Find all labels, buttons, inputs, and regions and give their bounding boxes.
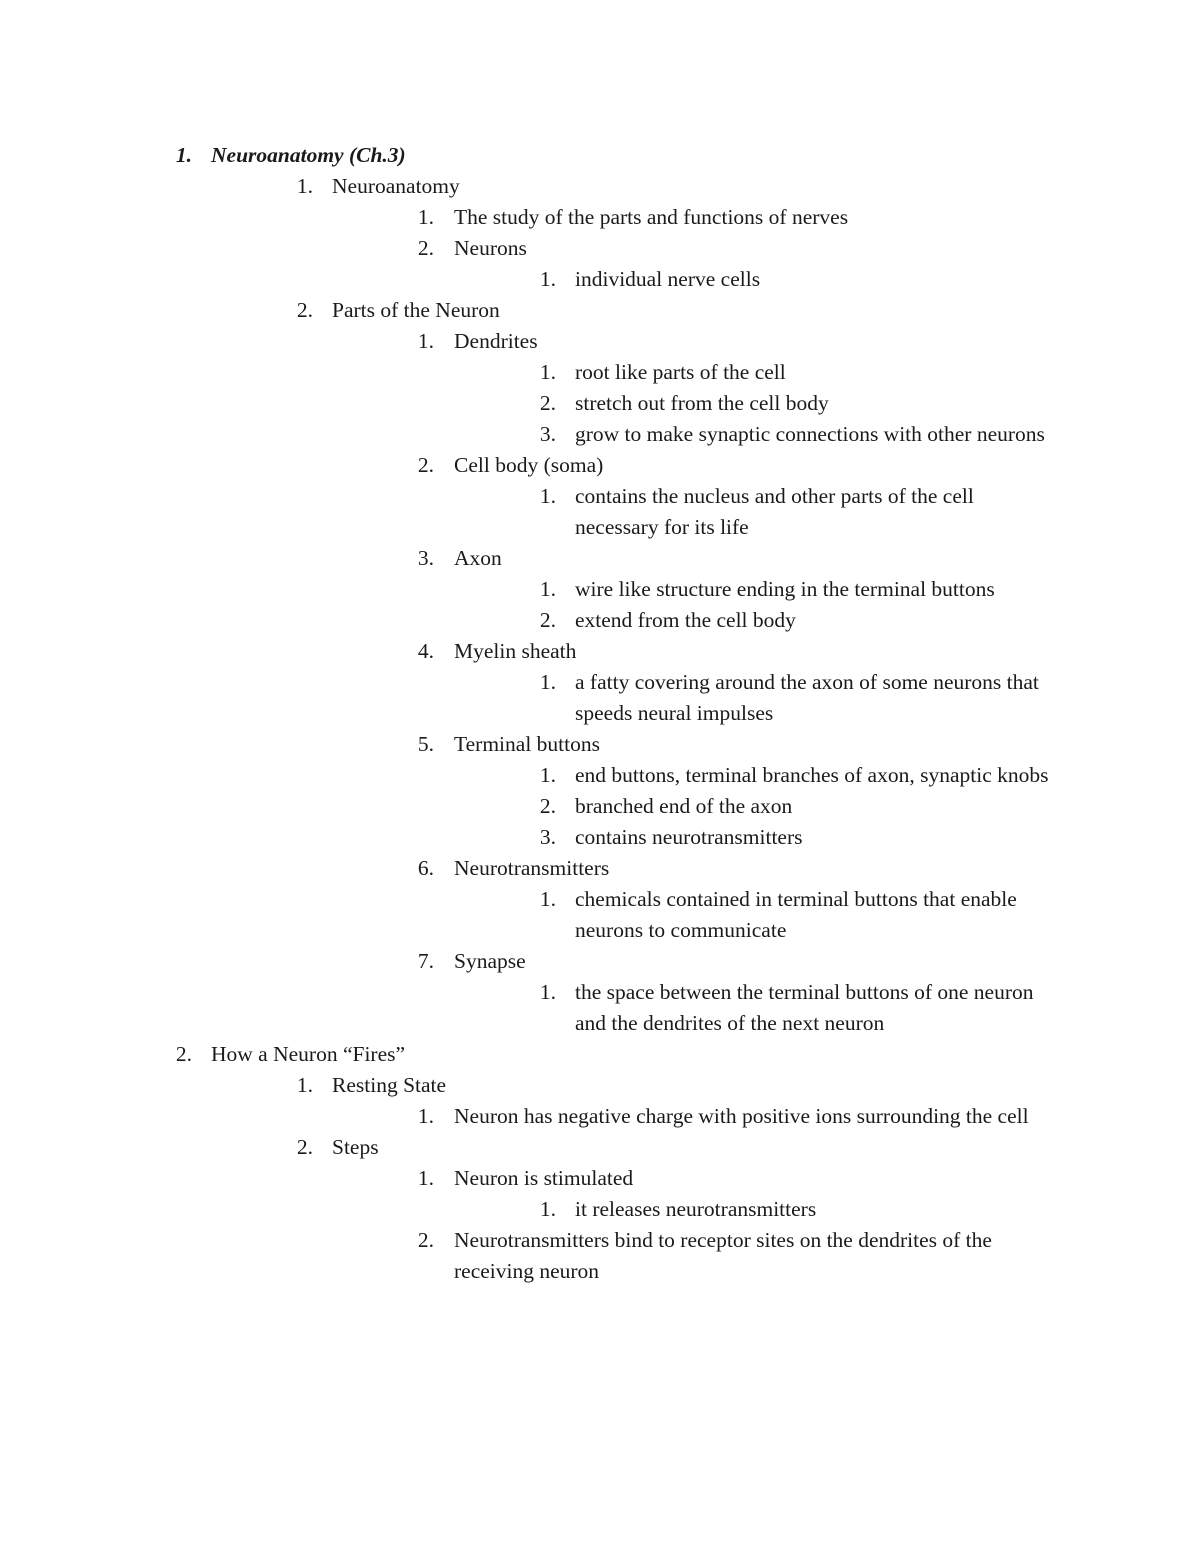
outline-item-number: 2. <box>539 608 556 632</box>
outline-item-text: Axon <box>454 546 502 570</box>
outline-item-number: 1. <box>296 1073 313 1097</box>
outline-item-text: end buttons, terminal branches of axon, synaptic knobs <box>575 763 1049 787</box>
outline-item-number: 1. <box>417 205 434 229</box>
outline-item-number: 1. <box>539 360 556 384</box>
outline-item-level-4 <box>0 264 1200 295</box>
outline-item-number: 2. <box>417 453 434 477</box>
outline-item-number: 2. <box>417 236 434 260</box>
outline-item-text: extend from the cell body <box>575 608 796 632</box>
outline-item-text: the space between the terminal buttons of one neuron and the dendrites of the next neuron <box>575 980 1034 1035</box>
outline-item-level-3 <box>0 450 1200 481</box>
outline-item-number: 1. <box>417 1166 434 1190</box>
outline-item-text: stretch out from the cell body <box>575 391 829 415</box>
outline-item-number: 1. <box>417 1104 434 1128</box>
outline-item-level-3 <box>0 1101 1200 1132</box>
outline-item-text: Neurotransmitters <box>454 856 610 880</box>
outline-item-text: The study of the parts and functions of nerves <box>454 205 849 229</box>
outline-item-level-3 <box>0 946 1200 977</box>
outline-item-level-3 <box>0 202 1200 233</box>
outline-heading <box>0 140 1200 171</box>
outline-item-text: Neuron is stimulated <box>454 1166 634 1190</box>
outline-item-text: individual nerve cells <box>575 267 761 291</box>
outline-item-text: Dendrites <box>454 329 538 353</box>
outline-item-number: 3. <box>539 422 556 446</box>
outline-item-level-4 <box>0 388 1200 419</box>
outline-item-number: 3. <box>539 825 556 849</box>
outline-item-number: 7. <box>417 949 434 973</box>
outline-item-number: 1. <box>539 763 556 787</box>
outline-item-level-2 <box>0 1132 1200 1163</box>
outline-item-text: Neuroanatomy (Ch.3) <box>211 143 406 167</box>
outline-item-text: Neuron has negative charge with positive ions surrounding the cell <box>454 1104 1029 1128</box>
outline-item-number: 5. <box>417 732 434 756</box>
outline-item-level-4 <box>0 481 1200 543</box>
outline-item-level-3 <box>0 729 1200 760</box>
outline-item-level-4 <box>0 884 1200 946</box>
outline-item-level-4 <box>0 791 1200 822</box>
outline-item-text: root like parts of the cell <box>575 360 786 384</box>
outline-item-level-4 <box>0 977 1200 1039</box>
outline-item-text: How a Neuron “Fires” <box>211 1042 406 1066</box>
outline-item-level-3 <box>0 1163 1200 1194</box>
outline-item-text: Neuroanatomy <box>332 174 460 198</box>
outline-item-number: 1. <box>539 267 556 291</box>
outline-item-number: 2. <box>175 1042 192 1066</box>
outline-item-level-3 <box>0 543 1200 574</box>
outline-item-level-4 <box>0 419 1200 450</box>
outline-item-text: Myelin sheath <box>454 639 577 663</box>
outline-item-level-2 <box>0 295 1200 326</box>
outline-item-text: chemicals contained in terminal buttons that enable neurons to communicate <box>575 887 1017 942</box>
outline-item-number: 6. <box>417 856 434 880</box>
outline-item-number: 2. <box>296 298 313 322</box>
outline-item-level-3 <box>0 326 1200 357</box>
outline-item-number: 1. <box>296 174 313 198</box>
outline-list <box>0 140 1200 1287</box>
outline-item-text: Parts of the Neuron <box>332 298 500 322</box>
outline-item-text: a fatty covering around the axon of some neurons that speeds neural impulses <box>575 670 1039 725</box>
outline-item-number: 1. <box>539 577 556 601</box>
outline-item-level-1 <box>0 1039 1200 1070</box>
outline-item-number: 2. <box>417 1228 434 1252</box>
outline-item-text: grow to make synaptic connections with other neurons <box>575 422 1045 446</box>
outline-item-number: 2. <box>296 1135 313 1159</box>
outline-item-level-4 <box>0 357 1200 388</box>
outline-item-number: 1. <box>539 980 556 1004</box>
outline-item-number: 1. <box>539 887 556 911</box>
outline-item-level-4 <box>0 760 1200 791</box>
outline-item-level-4 <box>0 822 1200 853</box>
outline-item-level-3 <box>0 233 1200 264</box>
outline-item-text: Cell body (soma) <box>454 453 604 477</box>
outline-item-level-2 <box>0 1070 1200 1101</box>
outline-item-level-3 <box>0 853 1200 884</box>
outline-item-text: Terminal buttons <box>454 732 600 756</box>
outline-item-number: 2. <box>539 794 556 818</box>
outline-item-text: Resting State <box>332 1073 447 1097</box>
outline-item-number: 3. <box>417 546 434 570</box>
outline-item-text: Steps <box>332 1135 379 1159</box>
outline-item-text: wire like structure ending in the terminal buttons <box>575 577 995 601</box>
outline-item-text: branched end of the axon <box>575 794 793 818</box>
outline-item-level-2 <box>0 171 1200 202</box>
outline-item-number: 1. <box>175 143 192 167</box>
outline-item-text: contains neurotransmitters <box>575 825 803 849</box>
outline-item-number: 1. <box>539 670 556 694</box>
outline-item-text: Neurons <box>454 236 527 260</box>
outline-item-text: Neurotransmitters bind to receptor sites on the dendrites of the receiving neuron <box>454 1228 992 1283</box>
outline-item-level-3 <box>0 1225 1200 1287</box>
outline-item-level-4 <box>0 605 1200 636</box>
outline-item-number: 1. <box>539 484 556 508</box>
outline-item-number: 1. <box>417 329 434 353</box>
outline-item-level-3 <box>0 636 1200 667</box>
outline-item-level-4 <box>0 574 1200 605</box>
outline-item-text: contains the nucleus and other parts of the cell necessary for its life <box>575 484 974 539</box>
outline-item-number: 2. <box>539 391 556 415</box>
outline-item-level-4 <box>0 1194 1200 1225</box>
outline-item-level-4 <box>0 667 1200 729</box>
outline-item-number: 4. <box>417 639 434 663</box>
outline-item-text: it releases neurotransmitters <box>575 1197 817 1221</box>
outline-item-number: 1. <box>539 1197 556 1221</box>
outline-item-text: Synapse <box>454 949 526 973</box>
